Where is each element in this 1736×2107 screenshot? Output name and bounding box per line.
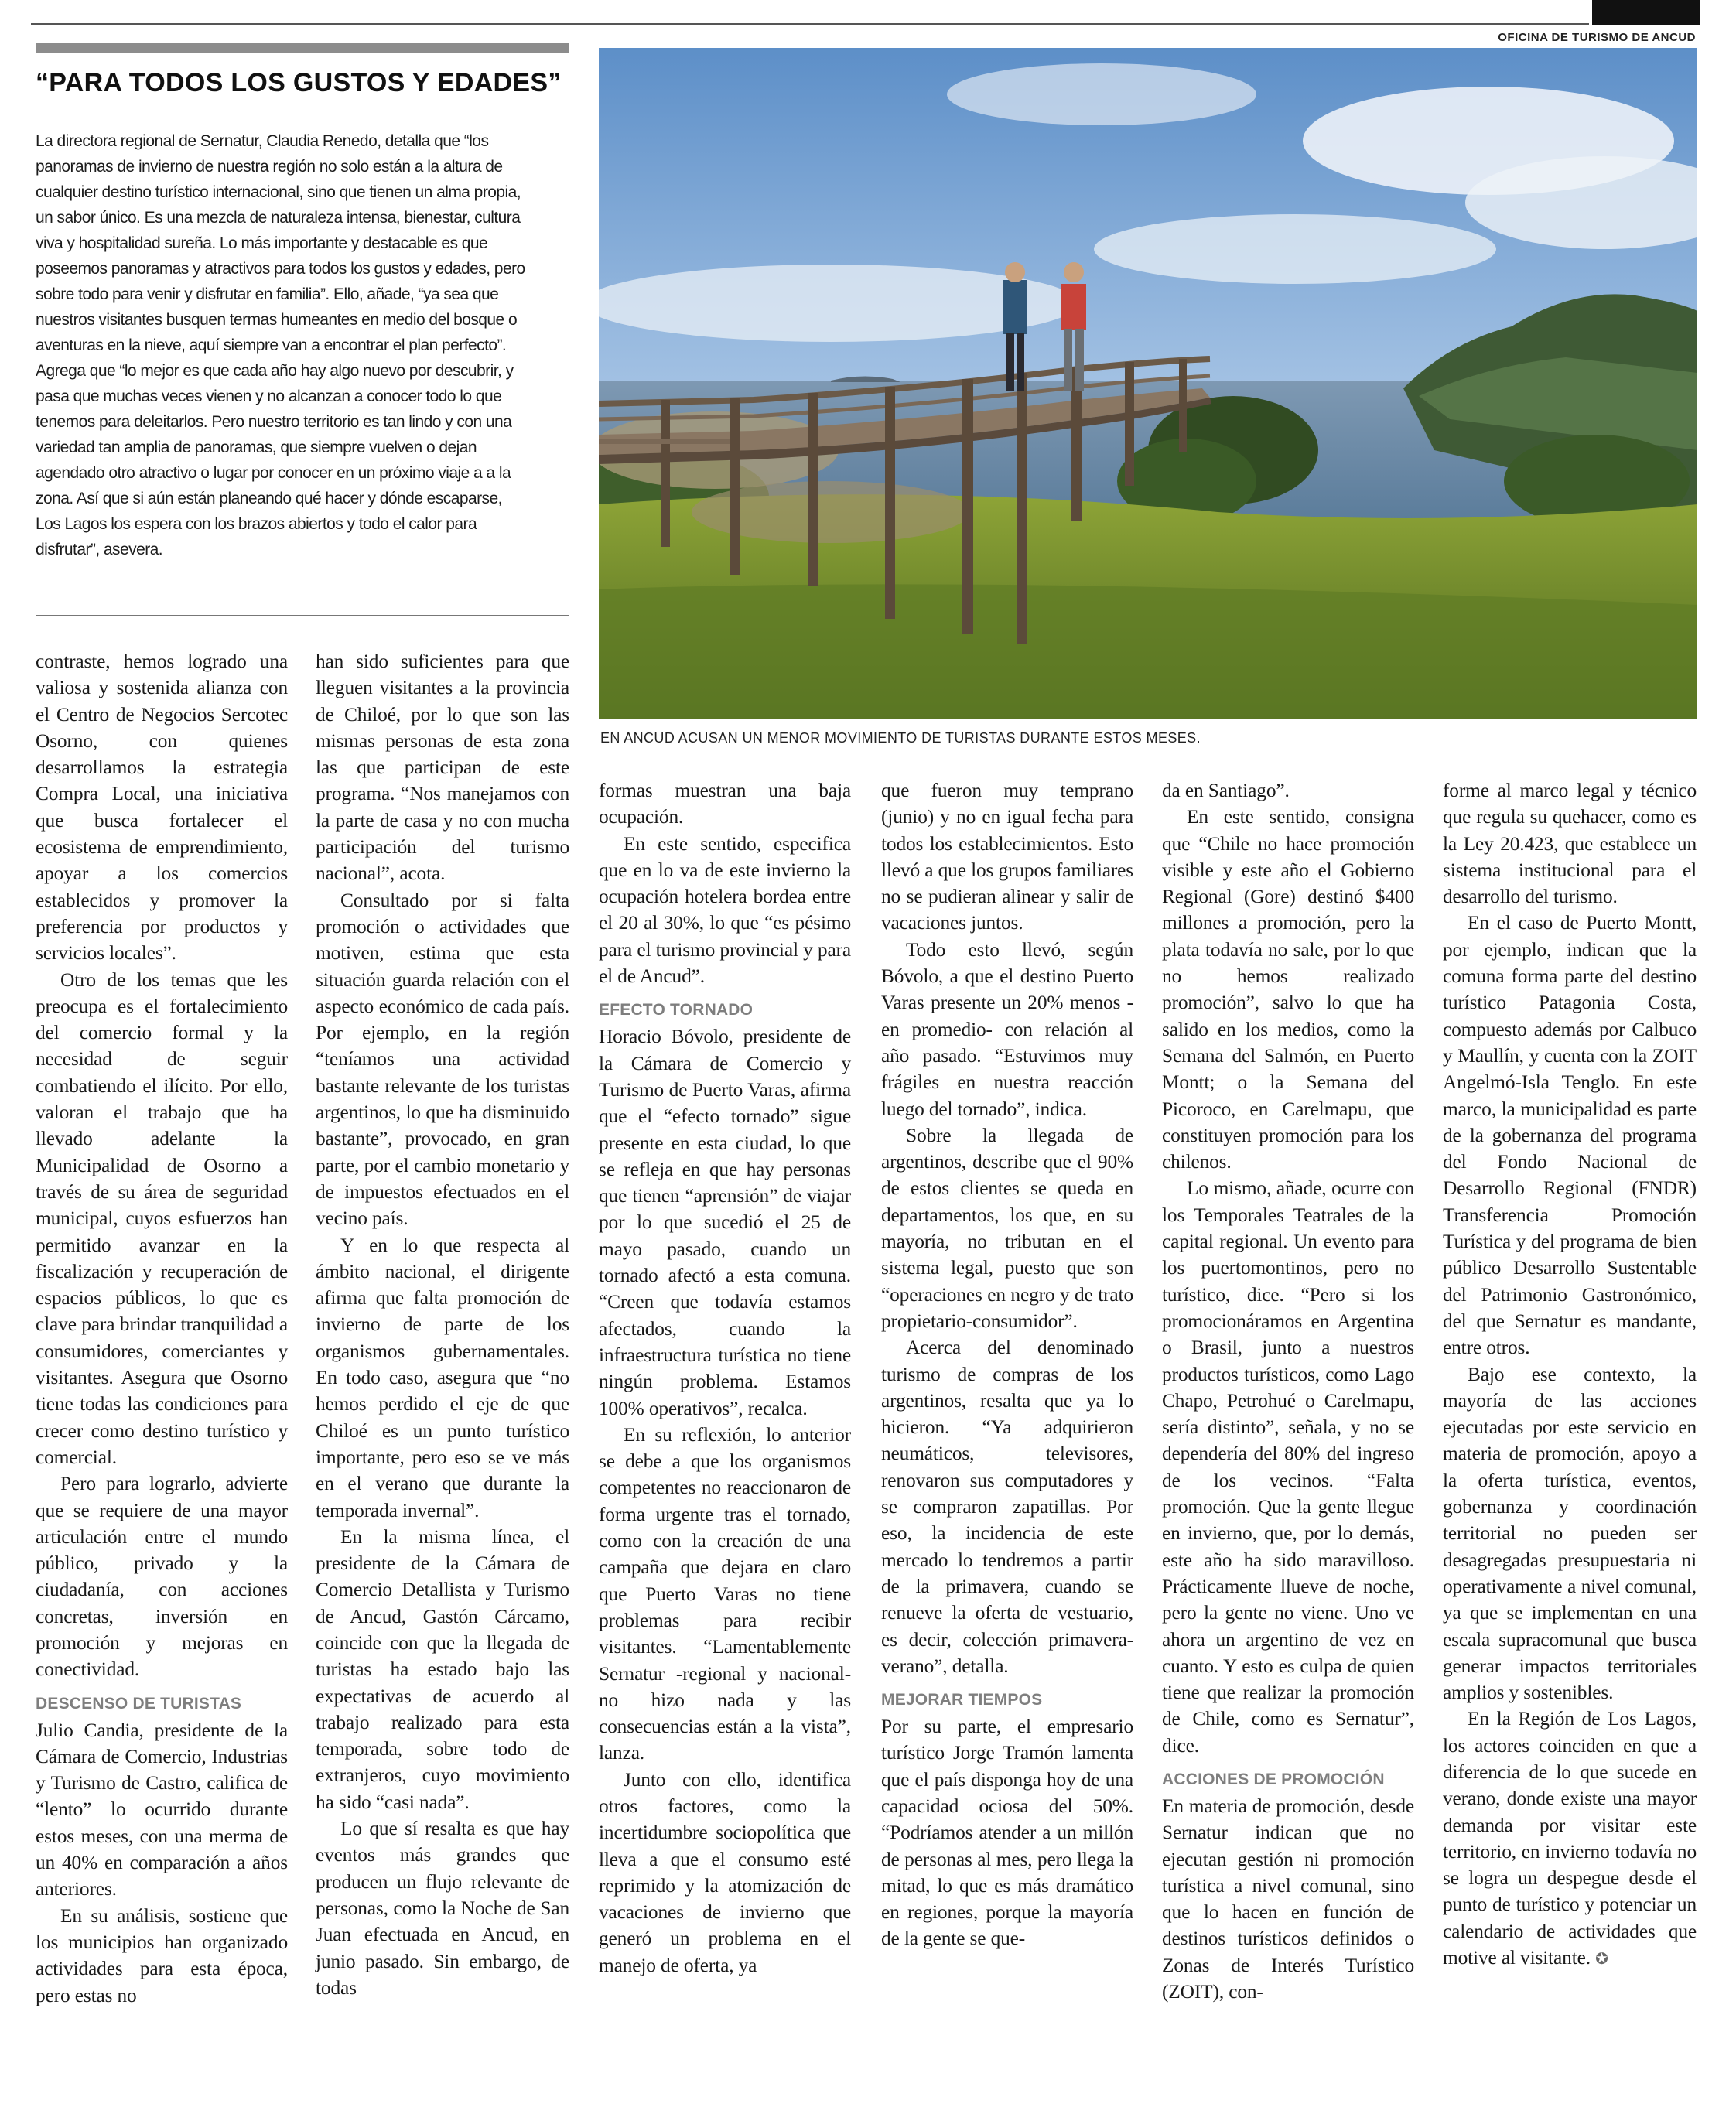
paragraph: En el caso de Puerto Montt, por ejemplo, indican que la comuna forma parte del destino turístico Patagonia Costa, compuesto además por Calbuco y Maullín, y cuenta con la ZOIT Angelmó-Isla Tenglo. En este marco, la municipalidad es parte de la gobernanza del programa del Fondo Nacional de Desarrollo Regional (FNDR) Transferencia Promoción Turística y del programa de bien público Desarrollo Sustentable del Patrimonio Gastronómico, del que Sernatur es mandante, entre otros. (1443, 912, 1697, 1359)
section-heading: EFECTO TORNADO (599, 1001, 754, 1019)
coastal-boardwalk-illustration (599, 48, 1697, 719)
article-column-3 (599, 777, 851, 1979)
paragraph: Acerca del denominado turismo de compras de los argentinos, resalta que ya lo hicieron. “Ya adquirieron neumáticos, televisores, renovaron sus computadores y se compraron zapatillas. Por eso, la incidencia de este mercado lo tendremos a partir de la primavera, cuando se renueve la oferta de vestuario, es decir, colección primavera-verano”, detalla. (881, 1337, 1133, 1677)
paragraph: forme al marco legal y técnico que regula su quehacer, como es la Ley 20.423, que establece un sistema institucional para el desarrollo del turismo. (1443, 780, 1697, 908)
paragraph: Horacio Bóvolo, presidente de la Cámara de Comercio y Turismo de Puerto Varas, afirma que el “efecto tornado” sigue presente en esta ciudad, lo que se refleja en que hay personas que tienen “aprensión” de viajar por lo que sucedió el 25 de mayo pasado, cuando un tornado afectó a esta comuna. “Creen que todavía estamos afectados, cuando la infraestructura turística no tiene ningún problema. Estamos 100% operativos”, recalca. (599, 1026, 851, 1419)
paragraph: En su análisis, sostiene que los municipios han organizado actividades para esta época, pero estas no (36, 1904, 288, 2006)
paragraph: Pero para lograrlo, advierte que se requiere de una mayor articulación entre el mundo público, privado y la ciudadanía, con acciones concretas, inversión en promoción y mejoras en conectividad. (36, 1473, 288, 1681)
paragraph: Junto con ello, identifica otros factores, como la incertidumbre sociopolítica que lleva a que el consumo esté reprimido y la atomización de vacaciones de invierno que generó un problema en el manejo de oferta, ya (599, 1768, 851, 1976)
paragraph-text: En la Región de Los Lagos, los actores coinciden en que a diferencia de lo que sucede en verano, donde existe una mayor demanda por visitar este territorio, en invierno todavía no se logra un despegue desde el punto de turístico y potenciar un calendario de actividades que motive al visitante. (1443, 1708, 1697, 1969)
article-column-6 (1443, 777, 1697, 1972)
paragraph: Bajo ese contexto, la mayoría de las acciones ejecutadas por este servicio en materia de promoción, apoyo a la oferta turística, eventos, gobernanza y coordinación territorial no pueden ser desagregadas presupuestaria ni operativamente a nivel comunal, ya que se implementan en una escala supracomunal que busca generar impactos territoriales amplios y sostenibles. (1443, 1363, 1697, 1704)
paragraph: Julio Candia, presidente de la Cámara de Comercio, Industrias y Turismo de Castro, califica de “lento” lo ocurrido durante estos meses, con una merma de un 40% en comparación a años anteriores. (36, 1719, 288, 1900)
paragraph: Otro de los temas que les preocupa es el fortalecimiento del comercio formal y la necesidad de seguir combatiendo el ilícito. Por ello, valoran el trabajo que ha llevado adelante la Municipalidad de Osorno a través de su área de seguridad municipal, cuyos esfuerzos han permitido avanzar en la fiscalización y recuperación de espacios públicos, lo que es clave para brindar tranquilidad a consumidores, comerciantes y visitantes. Asegura que Osorno tiene todas las condiciones para crecer como destino turístico y comercial. (36, 968, 288, 1468)
sidebar-bottom-rule (36, 615, 569, 616)
photo-credit: OFICINA DE TURISMO DE ANCUD (1498, 31, 1696, 44)
sidebar-title: “PARA TODOS LOS GUSTOS Y EDADES” (36, 68, 562, 97)
paragraph (1443, 1706, 1697, 1972)
top-color-block (1592, 0, 1700, 25)
article-photo (599, 48, 1697, 719)
sidebar-body: La directora regional de Sernatur, Claudia Renedo, detalla que “los panoramas de invierno de nuestra región no solo están a la altura de cualquier destino turístico internacional, sino que tienen un alma propia, un sabor único. Es una mezcla de naturaleza intensa, bienestar, cultura viva y hospitalidad sureña. Lo más importante y destacable es que poseemos panoramas y atractivos para todos los gustos y edades, pero sobre todo para venir y disfrutar en familia”. Ello, añade, “ya sea que nuestros visitantes busquen termas humeantes en medio del bosque o aventuras en la nieve, aquí siempre van a encontrar el plan perfecto”. Agrega que “lo mejor es que cada año hay algo nuevo por descubrir, y pasa que muchas veces vienen y no alcanzan a conocer todo lo que tenemos para deleitarlos. Pero nuestro territorio es tan lindo y con una variedad tan amplia de panoramas, que siempre vuelven o dejan agendado otro atractivo o lugar por conocer en un próximo viaje a a la zona. Así que si aún están planeando qué hacer y dónde escaparse, Los Lagos los espera con los brazos abiertos y todo el calor para disfrutar”, asevera. (36, 132, 525, 558)
section-heading: ACCIONES DE PROMOCIÓN (1162, 1770, 1385, 1788)
article-column-2 (316, 648, 569, 2001)
article-column-1 (36, 648, 288, 2009)
section-heading: DESCENSO DE TURISTAS (36, 1694, 242, 1713)
paragraph: En materia de promoción, desde Sernatur indican que no ejecutan gestión ni promoción turística a nivel comunal, sino que lo hacen en función de destinos turísticos definidos o Zonas de Interés Turístico (ZOIT), con- (1162, 1795, 1414, 2003)
article-column-5 (1162, 777, 1414, 2005)
paragraph: formas muestran una baja ocupación. (599, 780, 851, 828)
sidebar-top-rule (36, 43, 569, 53)
paragraph: Sobre la llegada de argentinos, describe que el 90% de estos clientes se queda en departamentos, los que, en su mayoría, no tributan en el sistema legal, puesto que son “operaciones en negro y de trato propietario-consumidor”. (881, 1124, 1133, 1332)
paragraph: En su reflexión, lo anterior se debe a que los organismos competentes no reaccionaron de forma urgente tras el tornado, como con la creación de una campaña que dejara en claro que Puerto Varas no tiene problemas para recibir visitantes. “Lamentablemente Sernatur -regional y nacional- no hizo nada y las consecuencias están a la vista”, lanza. (599, 1423, 851, 1764)
paragraph: Por su parte, el empresario turístico Jorge Tramón lamenta que el país disponga hoy de una capacidad ociosa del 50%. “Podríamos atender a un millón de personas al mes, pero llega la mitad, lo que es más dramático en regiones, porque la mayoría de la gente se que- (881, 1716, 1133, 1950)
paragraph: da en Santiago”. (1162, 780, 1290, 801)
paragraph: han sido suficientes para que lleguen visitantes a la provincia de Chiloé, por lo que son las mismas personas de esta zona las que participan de este programa. “Nos manejamos con la parte de casa y no con mucha participación del turismo nacional”, acota. (316, 651, 569, 885)
top-rule (31, 23, 1589, 25)
section-heading: MEJORAR TIEMPOS (881, 1691, 1043, 1709)
end-of-article-icon: ✪ (1595, 1949, 1608, 1969)
paragraph: En este sentido, consigna que “Chile no hace promoción visible y este año el Gobierno Regional (Gore) destinó $400 millones a promoción, pero la plata todavía no sale, por lo que no hemos realizado promoción”, salvo lo que ha salido en los medios, como la Semana del Salmón, en Puerto Montt; o la Semana del Picoroco, en Carelmapu, que constituyen promoción para los chilenos. (1162, 806, 1414, 1173)
photo-caption: EN ANCUD ACUSAN UN MENOR MOVIMIENTO DE TURISTAS DURANTE ESTOS MESES. (600, 730, 1201, 746)
paragraph: Y en lo que respecta al ámbito nacional, el dirigente afirma que falta promoción de invierno de parte de los organismos gubernamentales. En todo caso, asegura que “no hemos perdido el eje de que Chiloé es un punto turístico importante, pero eso se ve más en el verano que durante la temporada invernal”. (316, 1234, 569, 1521)
paragraph: contraste, hemos logrado una valiosa y sostenida alianza con el Centro de Negocios Sercotec Osorno, con quienes desarrollamos la estrategia Compra Local, una iniciativa que busca fortalecer el ecosistema de emprendimiento, apoyar a los comercios establecidos y promover la preferencia por productos y servicios locales”. (36, 651, 288, 965)
article-column-4 (881, 777, 1133, 1952)
paragraph: Todo esto llevó, según Bóvolo, a que el destino Puerto Varas presente un 20% menos -en promedio- con relación al año pasado. “Estuvimos muy frágiles en nuestra reacción luego del tornado”, indica. (881, 938, 1133, 1120)
paragraph: que fueron muy temprano (junio) y no en igual fecha para todos los establecimientos. Esto llevó a que los grupos familiares no se pudieran alinear y salir de vacaciones juntos. (881, 780, 1133, 934)
paragraph: En la misma línea, el presidente de la Cámara de Comercio Detallista y Turismo de Ancud, Gastón Cárcamo, coincide con que la llegada de turistas ha estado bajo las expectativas de acuerdo al trabajo realizado para esta temporada, sobre todo de extranjeros, cuyo movimiento ha sido “casi nada”. (316, 1525, 569, 1813)
paragraph: Consultado por si falta promoción o actividades que motiven, estima que esta situación guarda relación con el aspecto económico de cada país. Por ejemplo, en la región “teníamos una actividad bastante relevante de los turistas argentinos, lo que ha disminuido bastante”, provocado, en gran parte, por el cambio monetario y de impuestos efectuados en el vecino país. (316, 889, 569, 1230)
paragraph: Lo mismo, añade, ocurre con los Temporales Teatrales de la capital regional. Un evento para los puertomontinos, pero no turístico, dice. “Pero si los promocionáramos en Argentina o Brasil, junto a nuestros productos turísticos, como Lago Chapo, Petrohué o Carelmapu, sería distinto”, señala, y no se dependería del 80% del ingreso de los vecinos. “Falta promoción. Que la gente llegue en invierno, que, por lo demás, este año ha sido maravilloso. Prácticamente llueve de noche, pero la gente no viene. Uno ve ahora un argentino de vez en cuanto. Y esto es culpa de quien tiene que realizar la promoción de Chile, como es Sernatur”, dice. (1162, 1177, 1414, 1757)
paragraph: En este sentido, especifica que en lo va de este invierno la ocupación hotelera bordea entre el 20 al 30%, lo que “es pésimo para el turismo provincial y para el de Ancud”. (599, 832, 851, 988)
paragraph: Lo que sí resalta es que hay eventos más grandes que producen un flujo relevante de personas, como la Noche de San Juan efectuada en Ancud, en junio pasado. Sin embargo, de todas (316, 1818, 569, 1999)
